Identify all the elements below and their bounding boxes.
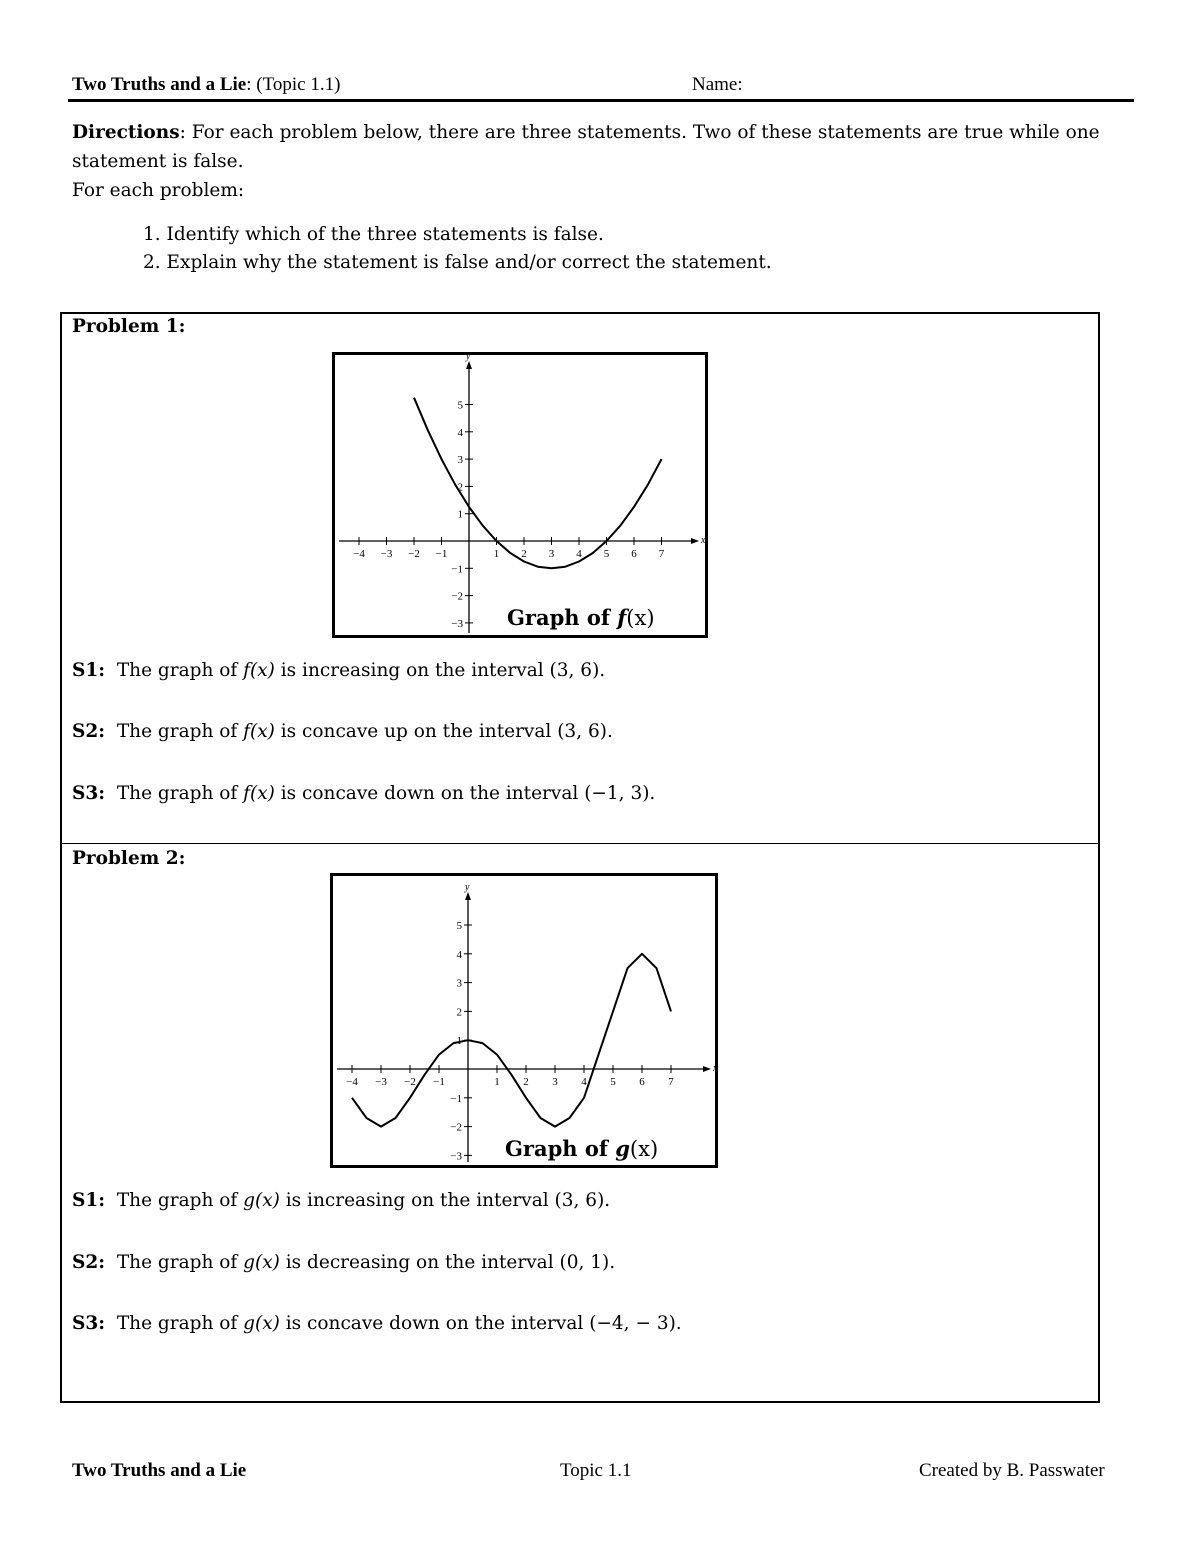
graph-g-caption: Graph of g(x) — [505, 1136, 659, 1161]
x-tick-label: 4 — [576, 548, 582, 560]
directions: Directions: For each problem below, there are three statements. Two of these statements are true while one statement is false. For each problem: — [72, 118, 1132, 205]
series-line — [352, 954, 671, 1127]
step-item: 1. Identify which of the three statements is false. — [143, 224, 604, 245]
x-tick-label: −1 — [435, 548, 448, 560]
name-label: Name: — [692, 74, 743, 95]
x-tick-label: −1 — [433, 1076, 445, 1088]
footer-left: Two Truths and a Lie — [72, 1460, 247, 1481]
problem-divider — [60, 843, 1100, 844]
footer-center: Topic 1.1 — [560, 1460, 632, 1481]
y-tick-label: −3 — [450, 1150, 462, 1163]
x-tick-label: 7 — [658, 548, 665, 560]
directions-line-3: For each problem: — [72, 180, 245, 201]
x-tick-label: 5 — [610, 1076, 616, 1088]
y-tick-label: 5 — [457, 399, 463, 412]
x-tick-label: −4 — [346, 1076, 358, 1088]
x-tick-label: 3 — [548, 548, 555, 560]
y-tick-label: −2 — [450, 1121, 462, 1134]
x-tick-label: 2 — [521, 548, 527, 560]
worksheet-title: Two Truths and a Lie: (Topic 1.1) — [72, 74, 341, 95]
x-tick-label: −2 — [404, 1076, 416, 1088]
y-tick-label: −3 — [451, 617, 463, 630]
y-tick-label: 3 — [456, 977, 462, 990]
x-tick-label: −2 — [408, 548, 420, 560]
y-tick-label: −1 — [450, 1092, 462, 1105]
problem-2-statement-2: S2: The graph of g(x) is decreasing on the interval (0, 1). — [72, 1252, 616, 1273]
problem-1-statement-2: S2: The graph of f(x) is concave up on the interval (3, 6). — [72, 721, 613, 742]
x-tick-label: 1 — [493, 548, 500, 560]
x-tick-label: 4 — [581, 1076, 587, 1088]
x-tick-label: 3 — [552, 1076, 558, 1088]
step-item: 2. Explain why the statement is false and/or correct the statement. — [143, 252, 772, 273]
y-tick-label: 5 — [456, 920, 462, 932]
y-axis-label: y — [465, 882, 470, 893]
footer-right: Created by B. Passwater — [919, 1460, 1105, 1481]
x-tick-label: −3 — [380, 548, 393, 560]
page-header — [72, 74, 1134, 98]
graph-g-frame — [330, 873, 718, 1168]
y-tick-label: −2 — [451, 590, 463, 603]
header-rule — [68, 99, 1134, 102]
problem-1-label: Problem 1: — [72, 316, 186, 337]
problem-2-statement-3: S3: The graph of g(x) is concave down on the interval (−4, − 3). — [72, 1313, 682, 1334]
y-tick-label: 1 — [456, 1035, 462, 1048]
y-axis-arrow — [465, 892, 471, 900]
y-tick-label: 1 — [457, 508, 463, 521]
x-tick-label: 6 — [639, 1076, 645, 1088]
x-axis-label: x — [713, 1063, 718, 1074]
x-tick-label: 1 — [494, 1076, 500, 1088]
graph-g — [333, 876, 718, 1165]
x-axis-arrow — [691, 538, 699, 544]
y-tick-label: 2 — [456, 1006, 462, 1019]
y-axis-arrow — [466, 361, 472, 369]
directions-line-2: statement is false. — [72, 151, 244, 172]
x-tick-label: 2 — [523, 1076, 529, 1088]
directions-steps — [143, 221, 772, 277]
x-axis-arrow — [703, 1066, 711, 1072]
y-axis-label: y — [466, 351, 471, 362]
x-tick-label: 6 — [631, 548, 637, 560]
problem-2-statement-1: S1: The graph of g(x) is increasing on the interval (3, 6). — [72, 1190, 611, 1211]
x-tick-label: −3 — [375, 1076, 387, 1088]
graph-f-frame — [332, 352, 708, 638]
y-tick-label: 4 — [456, 948, 462, 961]
x-tick-label: 7 — [668, 1076, 674, 1088]
x-tick-label: 5 — [603, 548, 610, 560]
graph-f-caption: Graph of f(x) — [507, 605, 655, 630]
problem-1-statement-1: S1: The graph of f(x) is increasing on the interval (3, 6). — [72, 660, 606, 681]
directions-label: Directions — [72, 122, 180, 143]
y-tick-label: 3 — [457, 454, 463, 467]
problem-2-label: Problem 2: — [72, 848, 186, 869]
graph-f — [335, 351, 706, 635]
y-tick-label: 4 — [457, 426, 463, 439]
series-line — [414, 398, 662, 569]
x-axis-label: x — [701, 535, 706, 546]
problem-1-statement-3: S3: The graph of f(x) is concave down on the interval (−1, 3). — [72, 783, 656, 804]
x-tick-label: −4 — [353, 548, 365, 560]
y-tick-label: −1 — [451, 563, 463, 576]
y-tick-label: 2 — [457, 481, 463, 494]
